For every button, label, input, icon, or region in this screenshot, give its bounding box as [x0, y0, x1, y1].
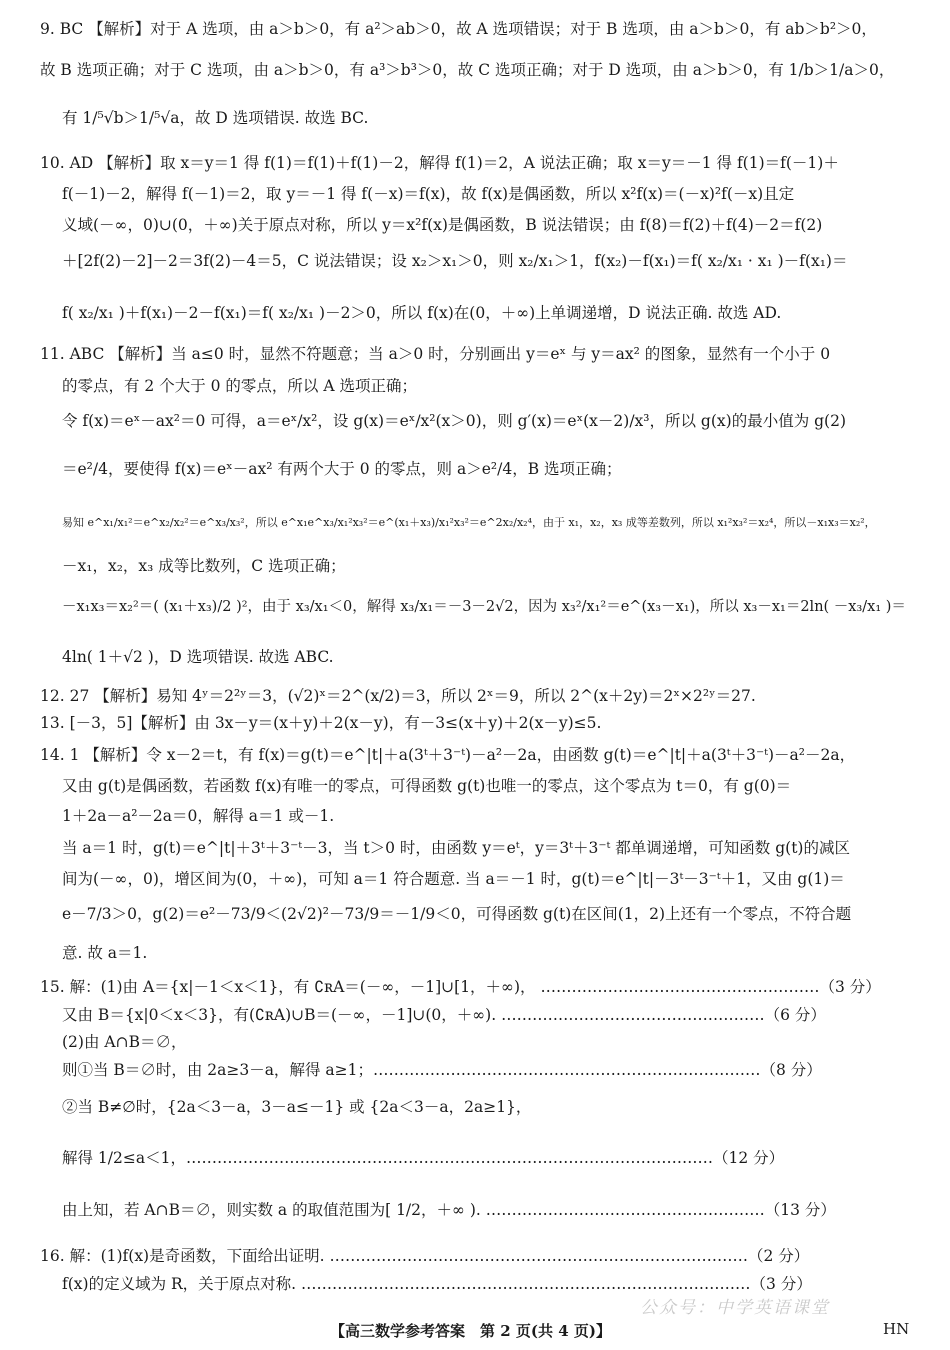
text-line: 的零点，有 2 个大于 0 的零点，所以 A 选项正确；: [62, 377, 417, 395]
text-line: 10. AD 【解析】取 x＝y＝1 得 f(1)＝f(1)＋f(1)－2，解得 f(1)＝2，A 说法正确；取 x＝y＝－1 得 f(1)＝f(－1)＋: [40, 154, 839, 172]
text-line: ②当 B≠∅时，{2a＜3－a，3－a≤－1} 或 {2a＜3－a，2a≥1}，: [62, 1098, 532, 1116]
text-line: 1＋2a－a²－2a＝0，解得 a＝1 或－1.: [62, 807, 335, 825]
text-line: f( x₂/x₁ )＋f(x₁)－2－f(x₁)＝f( x₂/x₁ )－2＞0，所以 f(x)在(0，＋∞)上单调递增，D 说法正确. 故选 AD.: [62, 304, 782, 322]
text-line: 11. ABC 【解析】当 a≤0 时，显然不符题意；当 a＞0 时，分别画出 y＝eˣ 与 y＝ax² 的图象，显然有一个小于 0: [40, 345, 831, 363]
text-line: 有 1/⁵√b＞1/⁵√a，故 D 选项错误. 故选 BC.: [62, 109, 369, 127]
text-line: e－7/3＞0，g(2)＝e²－73/9＜(2√2)²－73/9＝－1/9＜0，可得函数 g(t)在区间(1，2)上还有一个零点，不符合题: [62, 905, 852, 923]
text-line: (2)由 A∩B＝∅，: [62, 1033, 187, 1051]
footer-code: HN: [883, 1320, 910, 1338]
text-line: 9. BC 【解析】对于 A 选项，由 a＞b＞0，有 a²＞ab＞0，故 A 选项错误；对于 B 选项，由 a＞b＞0，有 ab＞b²＞0，: [40, 20, 877, 38]
text-line: －x₁，x₂，x₃ 成等比数列，C 选项正确；: [62, 557, 346, 575]
page-footer: 【高三数学参考答案 第 2 页(共 4 页)】: [330, 1322, 611, 1340]
text-line: 由上知，若 A∩B＝∅，则实数 a 的取值范围为[ 1/2，＋∞ ). ………………………………………………（13 分）: [62, 1201, 836, 1219]
text-line: 13. [－3，5]【解析】由 3x－y＝(x＋y)＋2(x－y)，有－3≤(x＋y)＋2(x－y)≤5.: [40, 714, 602, 732]
text-line: 4ln( 1＋√2 )，D 选项错误. 故选 ABC.: [62, 648, 334, 666]
text-line: 故 B 选项正确；对于 C 选项，由 a＞b＞0，有 a³＞b³＞0，故 C 选项正确；对于 D 选项，由 a＞b＞0，有 1/b＞1/a＞0，: [40, 61, 895, 79]
text-line: 义域(－∞，0)∪(0，＋∞)关于原点对称，所以 y＝x²f(x)是偶函数，B 说法错误；由 f(8)＝f(2)＋f(4)－2＝f(2): [62, 216, 823, 234]
text-line: ＝e²/4，要使得 f(x)＝eˣ－ax² 有两个大于 0 的零点，则 a＞e²/4，B 选项正确；: [62, 460, 622, 478]
text-line: 令 f(x)＝eˣ－ax²＝0 可得，a＝eˣ/x²，设 g(x)＝eˣ/x²(x＞0)，则 g′(x)＝eˣ(x－2)/x³，所以 g(x)的最小值为 g(2): [62, 412, 847, 430]
text-line: 12. 27 【解析】易知 4ʸ＝2²ʸ＝3，(√2)ˣ＝2^(x/2)＝3，所以 2ˣ＝9，所以 2^(x＋2y)＝2ˣ×2²ʸ＝27.: [40, 687, 756, 705]
text-line: f(x)的定义域为 R，关于原点对称. ……………………………………………………………………………（3 分）: [62, 1275, 812, 1293]
text-line: 则①当 B＝∅时，由 2a≥3－a，解得 a≥1；…………………………………………………………………（8 分）: [62, 1061, 822, 1079]
text-line: －x₁x₃＝x₂²＝( (x₁＋x₃)/2 )²，由于 x₃/x₁＜0，解得 x₃/x₁＝－3－2√2，因为 x₃²/x₁²＝e^(x₃－x₁)，所以 x₃－x₁＝2ln( －x₃/x₁ )＝: [62, 599, 906, 615]
text-line: ＋[2f(2)－2]－2＝3f(2)－4＝5，C 说法错误；设 x₂＞x₁＞0，则 x₂/x₁＞1，f(x₂)－f(x₁)＝f( x₂/x₁ · x₁ )－f(x₁)＝: [62, 252, 848, 270]
text-line: f(－1)－2，解得 f(－1)＝2，取 y＝－1 得 f(－x)＝f(x)，故 f(x)是偶函数，所以 x²f(x)＝(－x)²f(－x)且定: [62, 185, 795, 203]
text-line: 14. 1 【解析】令 x－2＝t，有 f(x)＝g(t)＝e^|t|＋a(3ᵗ＋3⁻ᵗ)－a²－2a，由函数 g(t)＝e^|t|＋a(3ᵗ＋3⁻ᵗ)－a²－2a，: [40, 746, 856, 764]
text-line: 意. 故 a＝1.: [62, 944, 148, 962]
text-line: 16. 解：(1)f(x)是奇函数，下面给出证明. ………………………………………………………………………（2 分）: [40, 1247, 810, 1265]
text-line: 解得 1/2≤a＜1，…………………………………………………………………………………………（12 分）: [62, 1149, 785, 1167]
text-line: 又由 g(t)是偶函数，若函数 f(x)有唯一的零点，可得函数 g(t)也唯一的零点，这个零点为 t＝0，有 g(0)＝: [62, 777, 792, 795]
text-line: 又由 B＝{x|0＜x＜3}，有(∁ʀA)∪B＝(－∞，－1]∪(0，＋∞). ……………………………………………（6 分）: [62, 1006, 826, 1024]
text-line: 易知 e^x₁/x₁²＝e^x₂/x₂²＝e^x₃/x₃²，所以 e^x₁e^x₃/x₁²x₃²＝e^(x₁＋x₃)/x₁²x₃²＝e^2x₂/x₂⁴，由于 x₁，x₂，x₃ 成等差数列，所以 x₁²x₃²＝x₂⁴，所以－x₁x₃＝x₂²，: [62, 516, 876, 529]
text-line: 15. 解：(1)由 A＝{x|－1＜x＜1}，有 ∁ʀA＝(－∞，－1]∪[1，＋∞)， ………………………………………………（3 分）: [40, 978, 881, 996]
text-line: 当 a＝1 时，g(t)＝e^|t|＋3ᵗ＋3⁻ᵗ－3，当 t＞0 时，由函数 y＝eᵗ，y＝3ᵗ＋3⁻ᵗ 都单调递增，可知函数 g(t)的减区: [62, 839, 850, 857]
text-line: 间为(－∞，0)，增区间为(0，＋∞)，可知 a＝1 符合题意. 当 a＝－1 时，g(t)＝e^|t|－3ᵗ－3⁻ᵗ＋1，又由 g(1)＝: [62, 870, 845, 888]
watermark: 公众号：中学英语课堂: [640, 1298, 830, 1318]
